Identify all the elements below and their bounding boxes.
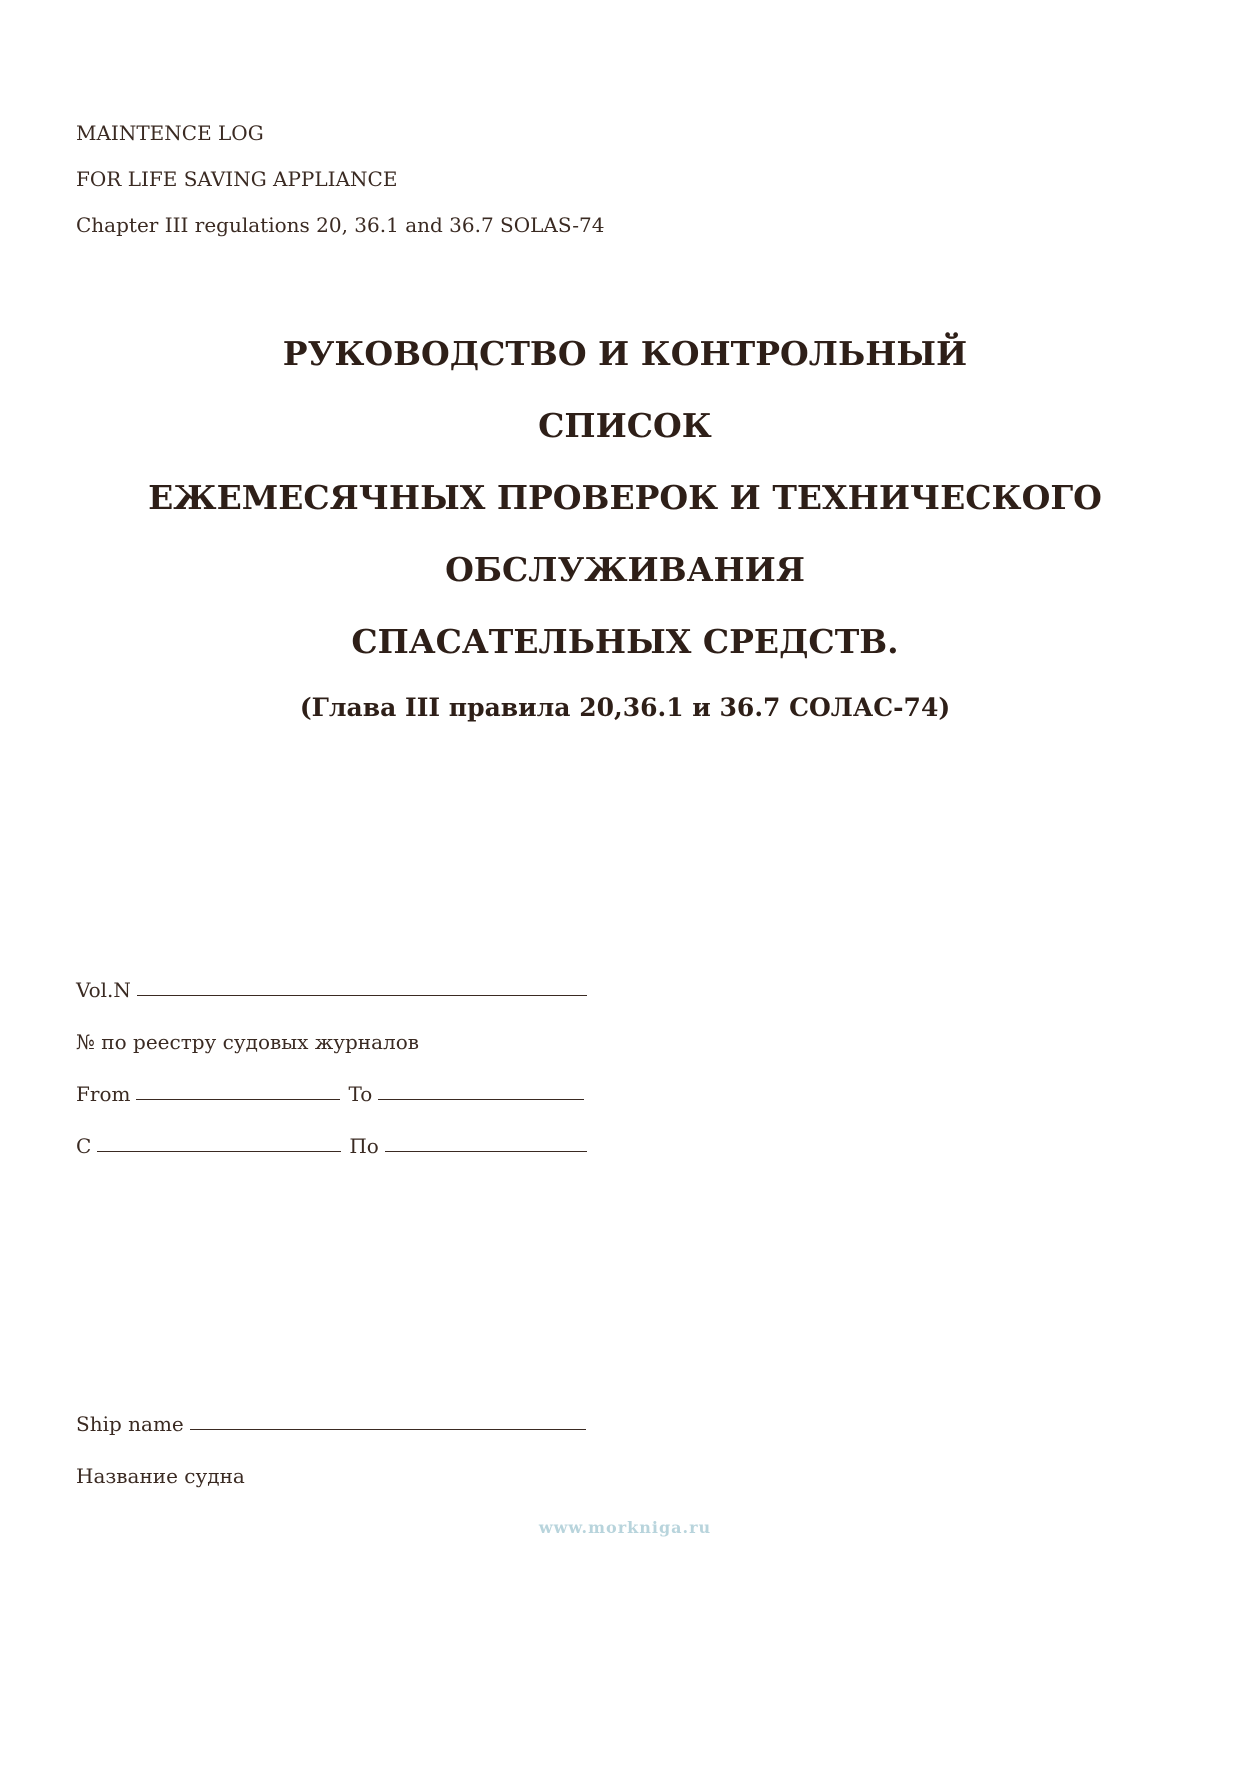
title-line-2: СПИСОК: [538, 406, 712, 445]
title-subtitle: (Глава III правила 20,36.1 и 36.7 СОЛАС-74): [299, 693, 951, 722]
registry-row: [76, 1002, 596, 1054]
ship-name-field[interactable]: [190, 1407, 586, 1430]
po-field[interactable]: [385, 1129, 587, 1152]
header-line-regulations: Chapter III regulations 20, 36.1 and 36.7 SOLAS-74: [76, 213, 605, 237]
ship-form: [76, 1384, 596, 1488]
title-line-4: ОБСЛУЖИВАНИЯ: [445, 550, 805, 589]
registry-label: № по реестру судовых журналов: [76, 1030, 420, 1054]
title-line-3: ЕЖЕМЕСЯЧНЫХ ПРОВЕРОК И ТЕХНИЧЕСКОГО: [148, 478, 1102, 517]
c-label: С: [76, 1134, 92, 1158]
ship-name-ru-row: [76, 1436, 596, 1488]
po-label: По: [349, 1134, 379, 1158]
title-line-5: СПАСАТЕЛЬНЫХ СРЕДСТВ.: [351, 622, 899, 661]
to-field[interactable]: [378, 1077, 584, 1100]
to-label: To: [348, 1082, 373, 1106]
document-title: [0, 318, 1250, 734]
header-line-appliance: FOR LIFE SAVING APPLIANCE: [76, 167, 398, 191]
vol-label: Vol.N: [76, 978, 131, 1002]
ship-name-row: [76, 1384, 596, 1436]
from-label: From: [76, 1082, 131, 1106]
title-line-1: РУКОВОДСТВО И КОНТРОЛЬНЫЙ: [282, 334, 968, 373]
volume-form: [76, 950, 596, 1158]
vol-field[interactable]: [137, 973, 587, 996]
watermark: www.morkniga.ru: [538, 1518, 712, 1537]
vol-row: [76, 950, 596, 1002]
header-line-log: MAINTENCE LOG: [76, 121, 264, 145]
from-to-row: [76, 1054, 596, 1106]
from-field[interactable]: [136, 1077, 340, 1100]
c-po-row: [76, 1106, 596, 1158]
ship-name-label: Ship name: [76, 1412, 184, 1436]
ship-name-label-ru: Название судна: [76, 1464, 245, 1488]
c-field[interactable]: [97, 1129, 341, 1152]
header-block: [76, 110, 605, 248]
